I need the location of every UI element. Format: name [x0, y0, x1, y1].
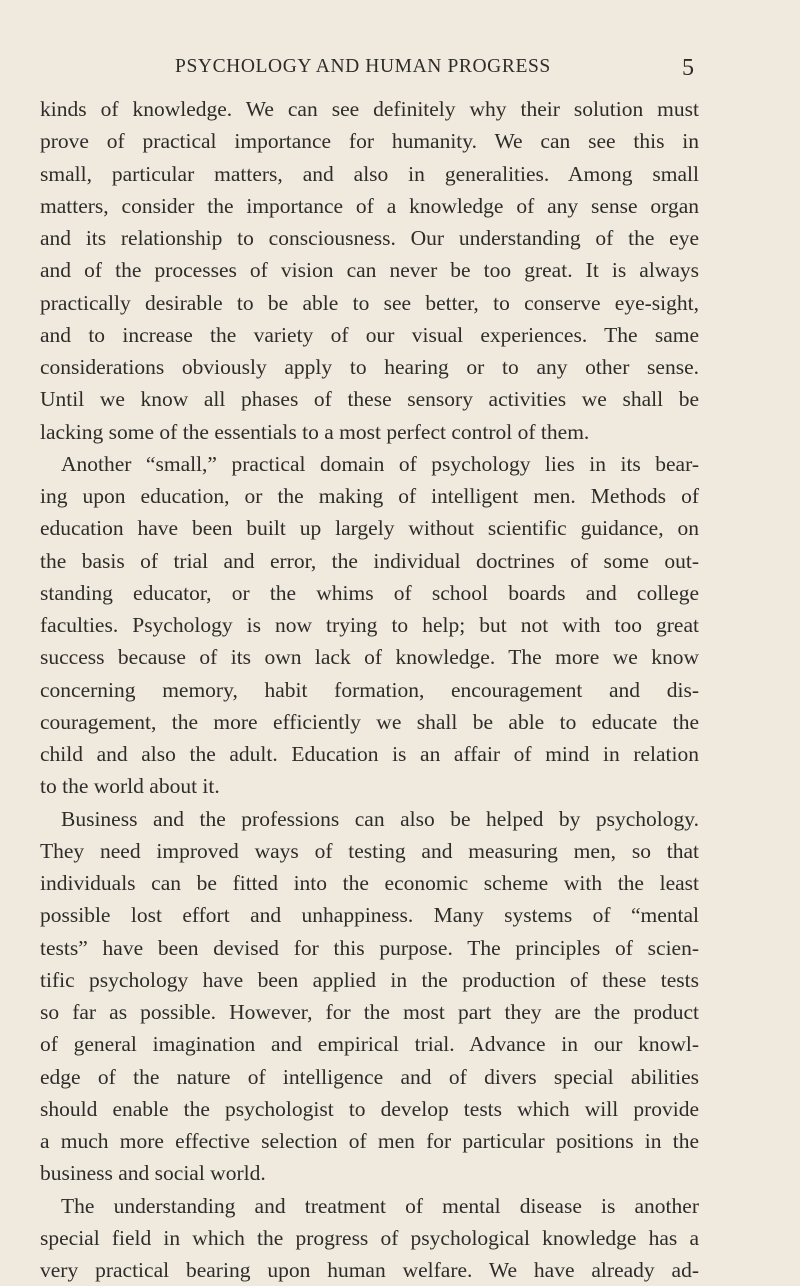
text-line: kinds of knowledge. We can see definitely why their solution must: [40, 93, 699, 125]
text-line: education have been built up largely without scientific guidance, on: [40, 512, 699, 544]
text-line: tests” have been devised for this purpose. The principles of scien-: [40, 932, 699, 964]
text-line: standing educator, or the whims of school boards and college: [40, 577, 699, 609]
text-line: the basis of trial and error, the individual doctrines of some out-: [40, 545, 699, 577]
text-line: possible lost effort and unhappiness. Many systems of “mental: [40, 899, 699, 931]
text-line: prove of practical importance for humanity. We can see this in: [40, 125, 699, 157]
text-line: and of the processes of vision can never be too great. It is always: [40, 254, 699, 286]
text-line: child and also the adult. Education is an affair of mind in relation: [40, 738, 699, 770]
text-line: Business and the professions can also be helped by psychology.: [40, 803, 699, 835]
paragraph-2: [40, 448, 699, 803]
text-line: and its relationship to consciousness. Our understanding of the eye: [40, 222, 699, 254]
text-line: concerning memory, habit formation, encouragement and dis-: [40, 674, 699, 706]
text-line: Until we know all phases of these sensory activities we shall be: [40, 383, 699, 415]
page-number: 5: [682, 52, 694, 84]
text-line: very practical bearing upon human welfare. We have already ad-: [40, 1254, 699, 1286]
paragraph-4: [40, 1190, 699, 1286]
text-line: practically desirable to be able to see better, to conserve eye-sight,: [40, 287, 699, 319]
text-line: couragement, the more efficiently we shall be able to educate the: [40, 706, 699, 738]
text-line: a much more effective selection of men for particular positions in the: [40, 1125, 699, 1157]
text-line: The understanding and treatment of mental disease is another: [40, 1190, 699, 1222]
paragraph-3: [40, 803, 699, 1190]
paragraph-1: [40, 93, 699, 448]
text-line: tific psychology have been applied in the production of these tests: [40, 964, 699, 996]
running-title: PSYCHOLOGY AND HUMAN PROGRESS: [175, 52, 551, 82]
text-line: individuals can be fitted into the economic scheme with the least: [40, 867, 699, 899]
text-line: special field in which the progress of psychological knowledge has a: [40, 1222, 699, 1254]
text-line: should enable the psychologist to develop tests which will provide: [40, 1093, 699, 1125]
text-line: matters, consider the importance of a knowledge of any sense organ: [40, 190, 699, 222]
running-head: [0, 52, 800, 82]
text-line: edge of the nature of intelligence and of divers special abilities: [40, 1061, 699, 1093]
text-line: They need improved ways of testing and measuring men, so that: [40, 835, 699, 867]
text-line: ing upon education, or the making of intelligent men. Methods of: [40, 480, 699, 512]
text-line: faculties. Psychology is now trying to help; but not with too great: [40, 609, 699, 641]
text-line: lacking some of the essentials to a most perfect control of them.: [40, 416, 699, 448]
text-line: considerations obviously apply to hearing or to any other sense.: [40, 351, 699, 383]
text-line: small, particular matters, and also in generalities. Among small: [40, 158, 699, 190]
text-line: Another “small,” practical domain of psychology lies in its bear-: [40, 448, 699, 480]
page-body: [40, 93, 699, 1286]
text-line: business and social world.: [40, 1157, 699, 1189]
text-line: success because of its own lack of knowledge. The more we know: [40, 641, 699, 673]
text-line: to the world about it.: [40, 770, 699, 802]
text-line: and to increase the variety of our visual experiences. The same: [40, 319, 699, 351]
text-line: so far as possible. However, for the most part they are the product: [40, 996, 699, 1028]
text-line: of general imagination and empirical trial. Advance in our knowl-: [40, 1028, 699, 1060]
